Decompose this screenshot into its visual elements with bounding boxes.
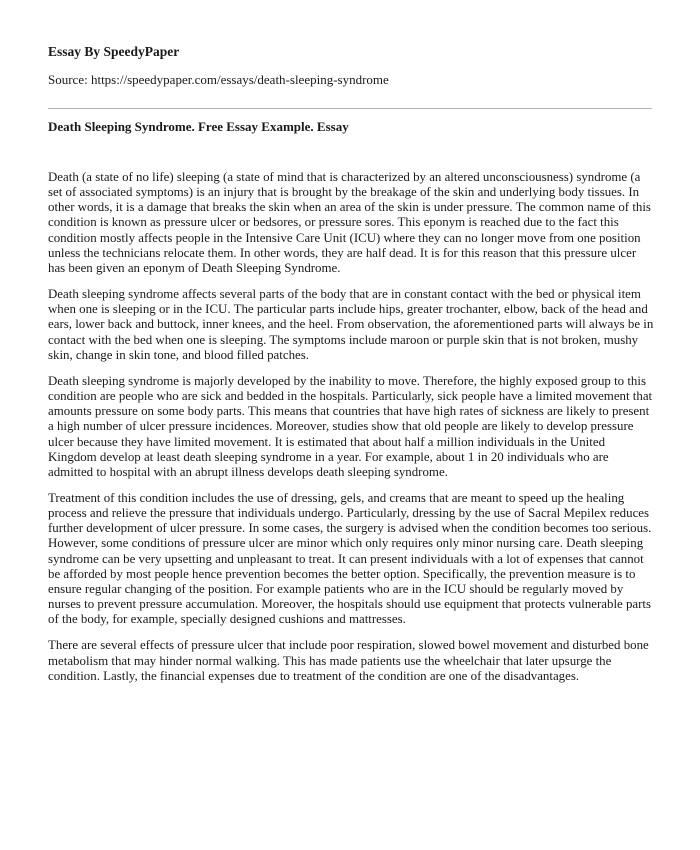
source-line: Source: https://speedypaper.com/essays/death-sleeping-syndrome	[48, 72, 389, 87]
document-title: Death Sleeping Syndrome. Free Essay Example. Essay	[48, 119, 349, 134]
paragraph-4: Treatment of this condition includes the use of dressing, gels, and creams that are meant to speed up the healing process and relieve the pressure that individuals undergo. Particularly, dressing by the use of Sacral Mepilex reduces further development of ulcer pressure. In some cases, the surgery is advised when the condition becomes too serious. However, some conditions of pressure ulcer are minor which only requires only minor nursing care. Death sleeping syndrome can be very upsetting and unpleasant to treat. It can present individuals with a lot of expenses that cannot be afforded by most people hence prevention becomes the better option. Specifically, the prevention measure is to ensure regular changing of the position. For example patients who are in the ICU should be regularly moved by nurses to prevent pressure accumulation. Moreover, the hospitals should use equipment that protects vulnerable parts of the body, for example, specially designed cushions and mattresses.	[48, 490, 652, 627]
header-divider	[48, 108, 652, 109]
paragraph-2: Death sleeping syndrome affects several parts of the body that are in constant contact with the bed or physical item when one is sleeping or in the ICU. The particular parts include hips, greater trochanter, elbow, back of the head and ears, lower back and buttock, inner knees, and the heel. From observation, the aforementioned parts will always be in contact with the bed when one is sleeping. The symptoms include maroon or purple skin that is not broken, mushy skin, change in skin tone, and blood filled patches.	[48, 287, 654, 362]
paragraph-1: Death (a state of no life) sleeping (a state of mind that is characterized by an altered unconsciousness) syndrome (a set of associated symptoms) is an injury that is brought by the breakage of the skin and underlying body tissues. In other words, it is a damage that breaks the skin when an area of the skin is under pressure. The common name of this condition is known as pressure ulcer or bedsores, or pressure sores. This eponym is reached due to the fact this condition mostly affects people in the Intensive Care Unit (ICU) where they can no longer move from one position unless the technicians relocate them. In other words, they are half dead. It is for this reason that this pressure ulcer has been given an eponym of Death Sleeping Syndrome.	[48, 170, 651, 275]
paragraph-3: Death sleeping syndrome is majorly developed by the inability to move. Therefore, the highly exposed group to this condition are people who are sick and bedded in the hospitals. Particularly, sick people have a limited movement that amounts pressure on some body parts. This means that countries that have high rates of sickness are likely to present a high number of ulcer pressure incidences. Moreover, studies show that old people are likely to develop pressure ulcer because they have limited movement. It is estimated that about half a million individuals in the United Kingdom develop at least death sleeping syndrome in a year. For example, about 1 in 20 individuals who are admitted to hospital with an abrupt illness develops death sleeping syndrome.	[48, 373, 653, 479]
brand-heading: Essay By SpeedyPaper	[48, 44, 180, 59]
essay-body	[48, 170, 656, 695]
paragraph-5: There are several effects of pressure ulcer that include poor respiration, slowed bowel movement and disturbed bone metabolism that may hinder normal walking. This has made patients use the wheelchair that later upsurge the condition. Lastly, the financial expenses due to treatment of the condition are one of the disadvantages.	[48, 638, 649, 683]
